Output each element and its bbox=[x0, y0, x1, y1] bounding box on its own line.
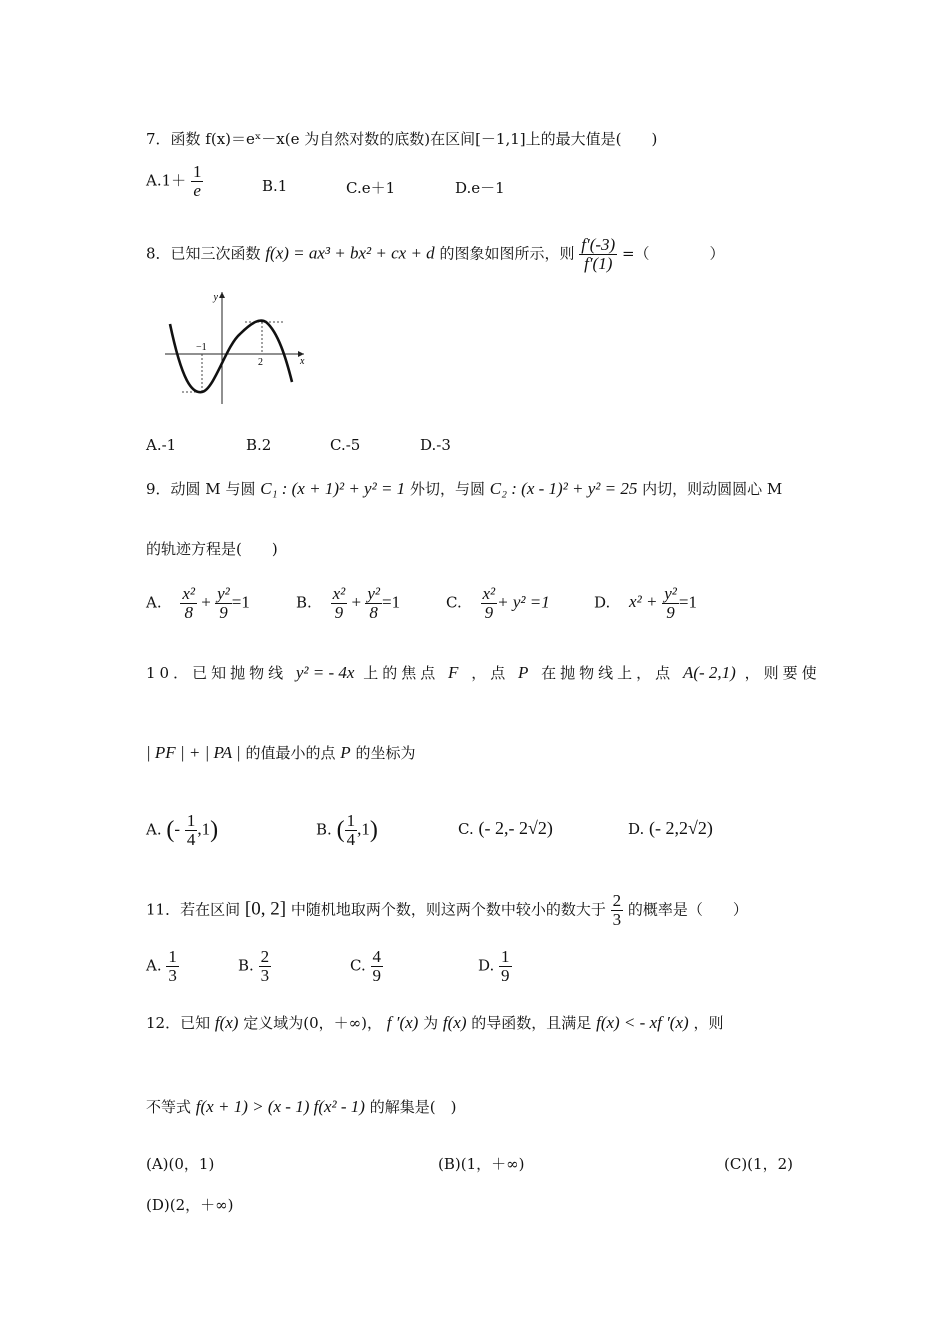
q11-option-c: C. $\frac{4}{9}$ bbox=[350, 947, 381, 985]
q12-option-c: (C)(1，2) bbox=[724, 1155, 793, 1173]
q10-point-A: A(- 2,1) bbox=[682, 663, 736, 682]
q8-stem: 8．已知三次函数 f(x) = ax³ + bx² + cx + d 的图象如图所示，则 $\frac{f'(-3)}{f'(1)}$ =（ ） bbox=[146, 235, 725, 273]
q12-option-b: (B)(1，＋∞) bbox=[438, 1155, 525, 1173]
q8-option-b: B.2 bbox=[246, 436, 272, 454]
q10-distance-sum: | PF | + | PA | bbox=[146, 743, 241, 762]
q9-option-d: D. x² + $\frac{\text{y²}}{9}$ =1 bbox=[594, 584, 697, 622]
q7-option-b: B.1 bbox=[262, 177, 288, 195]
q9-circle-c2: C₂ : (x - 1)² + y² = 25 bbox=[489, 479, 638, 498]
q12-stem: 12．已知 f(x) 定义域为(0，＋∞)， f ′(x) 为 f(x) 的导函数，且满足 f(x) < - xf ′(x) ，则 bbox=[146, 1013, 724, 1032]
q8-option-a: A.-1 bbox=[146, 436, 177, 454]
q7-stem: 7．函数 f(x)＝eˣ－x(e 为自然对数的底数)在区间[－1,1]上的最大值是( ) bbox=[146, 130, 658, 148]
q10-option-c: C. (- 2,- 2√2) bbox=[458, 818, 553, 838]
q12-condition: f(x) < - xf ′(x) bbox=[596, 1013, 689, 1032]
q7-a-fraction: $\frac{1}{e}$ bbox=[192, 162, 202, 200]
q12-option-d: (D)(2，＋∞) bbox=[146, 1196, 234, 1214]
q10-stem: 10．已知抛物线 y² = - 4x 上的焦点 F ，点 P 在抛物线上，点 A(- 2,1) ，则要使 bbox=[146, 663, 821, 682]
q7-option-c: C.e＋1 bbox=[346, 179, 396, 197]
q10-focus-F: F bbox=[448, 663, 463, 682]
q7-a-prefix: A.1＋ bbox=[146, 171, 187, 190]
q7-option-d: D.e－1 bbox=[455, 179, 505, 197]
q8-option-d: D.-3 bbox=[420, 436, 451, 454]
q11-interval: [0, 2] bbox=[244, 898, 287, 920]
q10-stem-line2: | PF | + | PA | 的值最小的点 P 的坐标为 bbox=[146, 743, 416, 762]
graph-y-label: y bbox=[213, 292, 218, 303]
q10-point-P: P bbox=[518, 663, 533, 682]
q12-inequality: f(x + 1) > (x - 1) f(x² - 1) bbox=[195, 1097, 365, 1116]
q8-option-c: C.-5 bbox=[330, 436, 361, 454]
q10-option-b: B. ( $\frac{1}{4}$ ,1) bbox=[316, 811, 378, 849]
q12-derivative: f ′(x) bbox=[386, 1013, 419, 1032]
q12-stem-line2: 不等式 f(x + 1) > (x - 1) f(x² - 1) 的解集是( ) bbox=[146, 1097, 457, 1116]
graph-label-neg1: −1 bbox=[196, 342, 207, 353]
q9-stem: 9．动圆 M 与圆 C₁ : (x + 1)² + y² = 1 外切，与圆 C₂ : (x - 1)² + y² = 25 内切，则动圆圆心 M bbox=[146, 479, 783, 498]
q7-option-a bbox=[146, 163, 203, 200]
cubic-graph bbox=[160, 286, 310, 406]
q11-stem: 11．若在区间 [0, 2] 中随机地取两个数，则这两个数中较小的数大于 $\frac{2}{3}$ 的概率是（ ） bbox=[146, 891, 748, 929]
graph-x-label: x bbox=[300, 356, 305, 367]
graph-label-2: 2 bbox=[258, 357, 263, 368]
q8-fraction: $\frac{f'(-3)}{f'(1)}$ bbox=[581, 235, 616, 273]
q11-option-d: D. $\frac{1}{9}$ bbox=[478, 947, 510, 985]
q12-option-a: (A)(0，1) bbox=[146, 1155, 215, 1173]
q9-circle-c1: C₁ : (x + 1)² + y² = 1 bbox=[260, 479, 406, 498]
q11-option-b: B. $\frac{2}{3}$ bbox=[238, 947, 270, 985]
q10-parabola: y² = - 4x bbox=[295, 663, 355, 682]
q10-option-d: D. (- 2,2√2) bbox=[628, 818, 713, 838]
q9-option-a: A. $\frac{\text{x²}}{8}$ + $\frac{\text{y²}}{9}$ =1 bbox=[146, 584, 250, 622]
q8-formula: f(x) = ax³ + bx² + cx + d bbox=[265, 243, 435, 263]
q10-option-a: A. (- $\frac{1}{4}$ ,1) bbox=[146, 811, 219, 849]
q9-stem-line2: 的轨迹方程是( ) bbox=[146, 540, 278, 558]
q9-option-b: B. $\frac{\text{x²}}{9}$ + $\frac{\text{y²}}{8}$ =1 bbox=[296, 584, 401, 622]
q9-option-c: C. $\frac{\text{x²}}{9}$ + y² =1 bbox=[446, 584, 550, 622]
q11-option-a: A. $\frac{1}{3}$ bbox=[146, 947, 177, 985]
